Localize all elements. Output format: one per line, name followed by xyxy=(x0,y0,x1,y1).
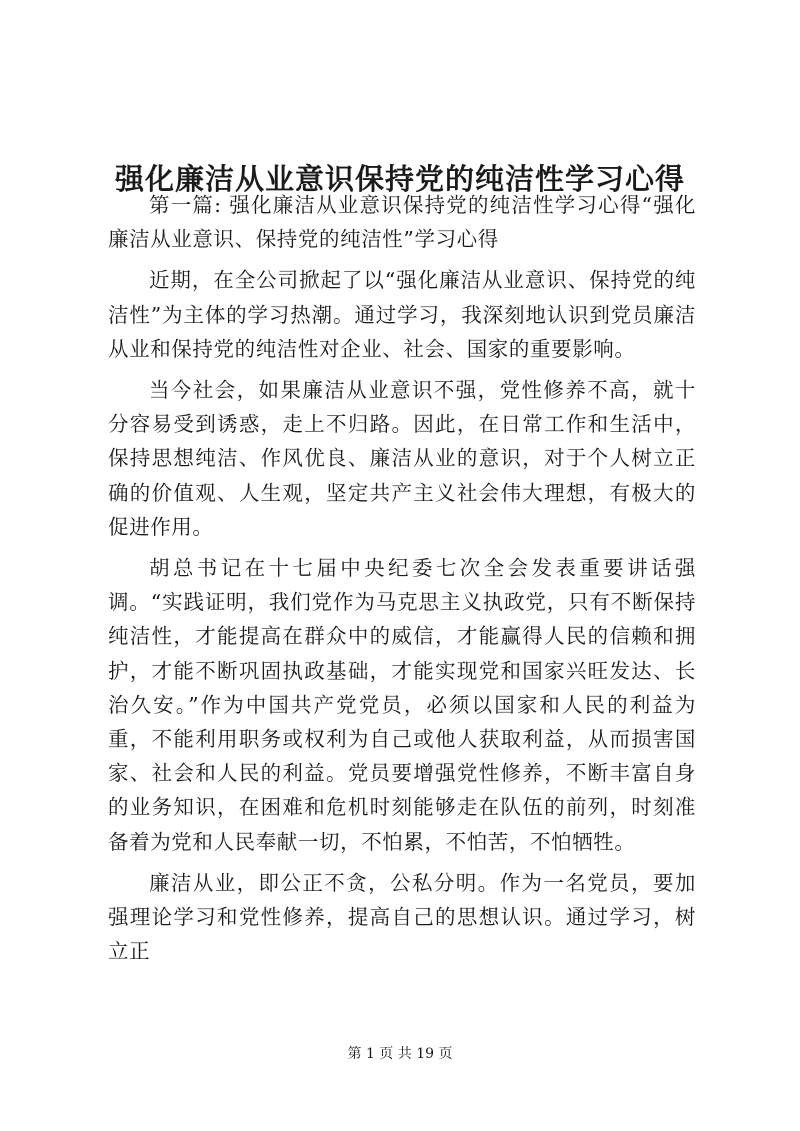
page-number-footer: 第 1 页 共 19 页 xyxy=(347,1046,453,1062)
paragraph-3: 当今社会，如果廉洁从业意识不强，党性修养不高，就十分容易受到诱惑，走上不归路。因此，在日常工作和生活中，保持思想纯洁、作风优良、廉洁从业的意识，对于个人树立正确的价值观、人生观，坚定共产主义社会伟大理想，有极大的促进作用。 xyxy=(108,378,696,539)
document-title: 强化廉洁从业意识保持党的纯洁性学习心得 xyxy=(114,162,685,197)
paragraph-5: 廉洁从业，即公正不贪，公私分明。作为一名党员，要加强理论学习和党性修养，提高自己的思想认识。通过学习，树立正 xyxy=(108,870,696,964)
paragraph-4: 胡总书记在十七届中央纪委七次全会发表重要讲话强调。“实践证明，我们党作为马克思主义执政党，只有不断保持纯洁性，才能提高在群众中的威信，才能赢得人民的信赖和拥护，才能不断巩固执政基础，才能实现党和国家兴旺发达、长治久安。”作为中国共产党党员，必须以国家和人民的利益为重，不能利用职务或权利为自己或他人获取利益，从而损害国家、社会和人民的利益。党员要增强党性修养，不断丰富自身的业务知识，在困难和危机时刻能够走在队伍的前列，时刻准备着为党和人民奉献一切，不怕累，不怕苦，不怕牺牲。 xyxy=(108,556,696,854)
paragraph-1: 第一篇: 强化廉洁从业意识保持党的纯洁性学习心得“强化廉洁从业意识、保持党的纯洁性”学习心得 xyxy=(108,193,696,252)
paragraph-2: 近期，在全公司掀起了以“强化廉洁从业意识、保持党的纯洁性”为主体的学习热潮。通过学习，我深刻地认识到党员廉洁从业和保持党的纯洁性对企业、社会、国家的重要影响。 xyxy=(108,268,696,361)
document-body xyxy=(108,188,696,968)
